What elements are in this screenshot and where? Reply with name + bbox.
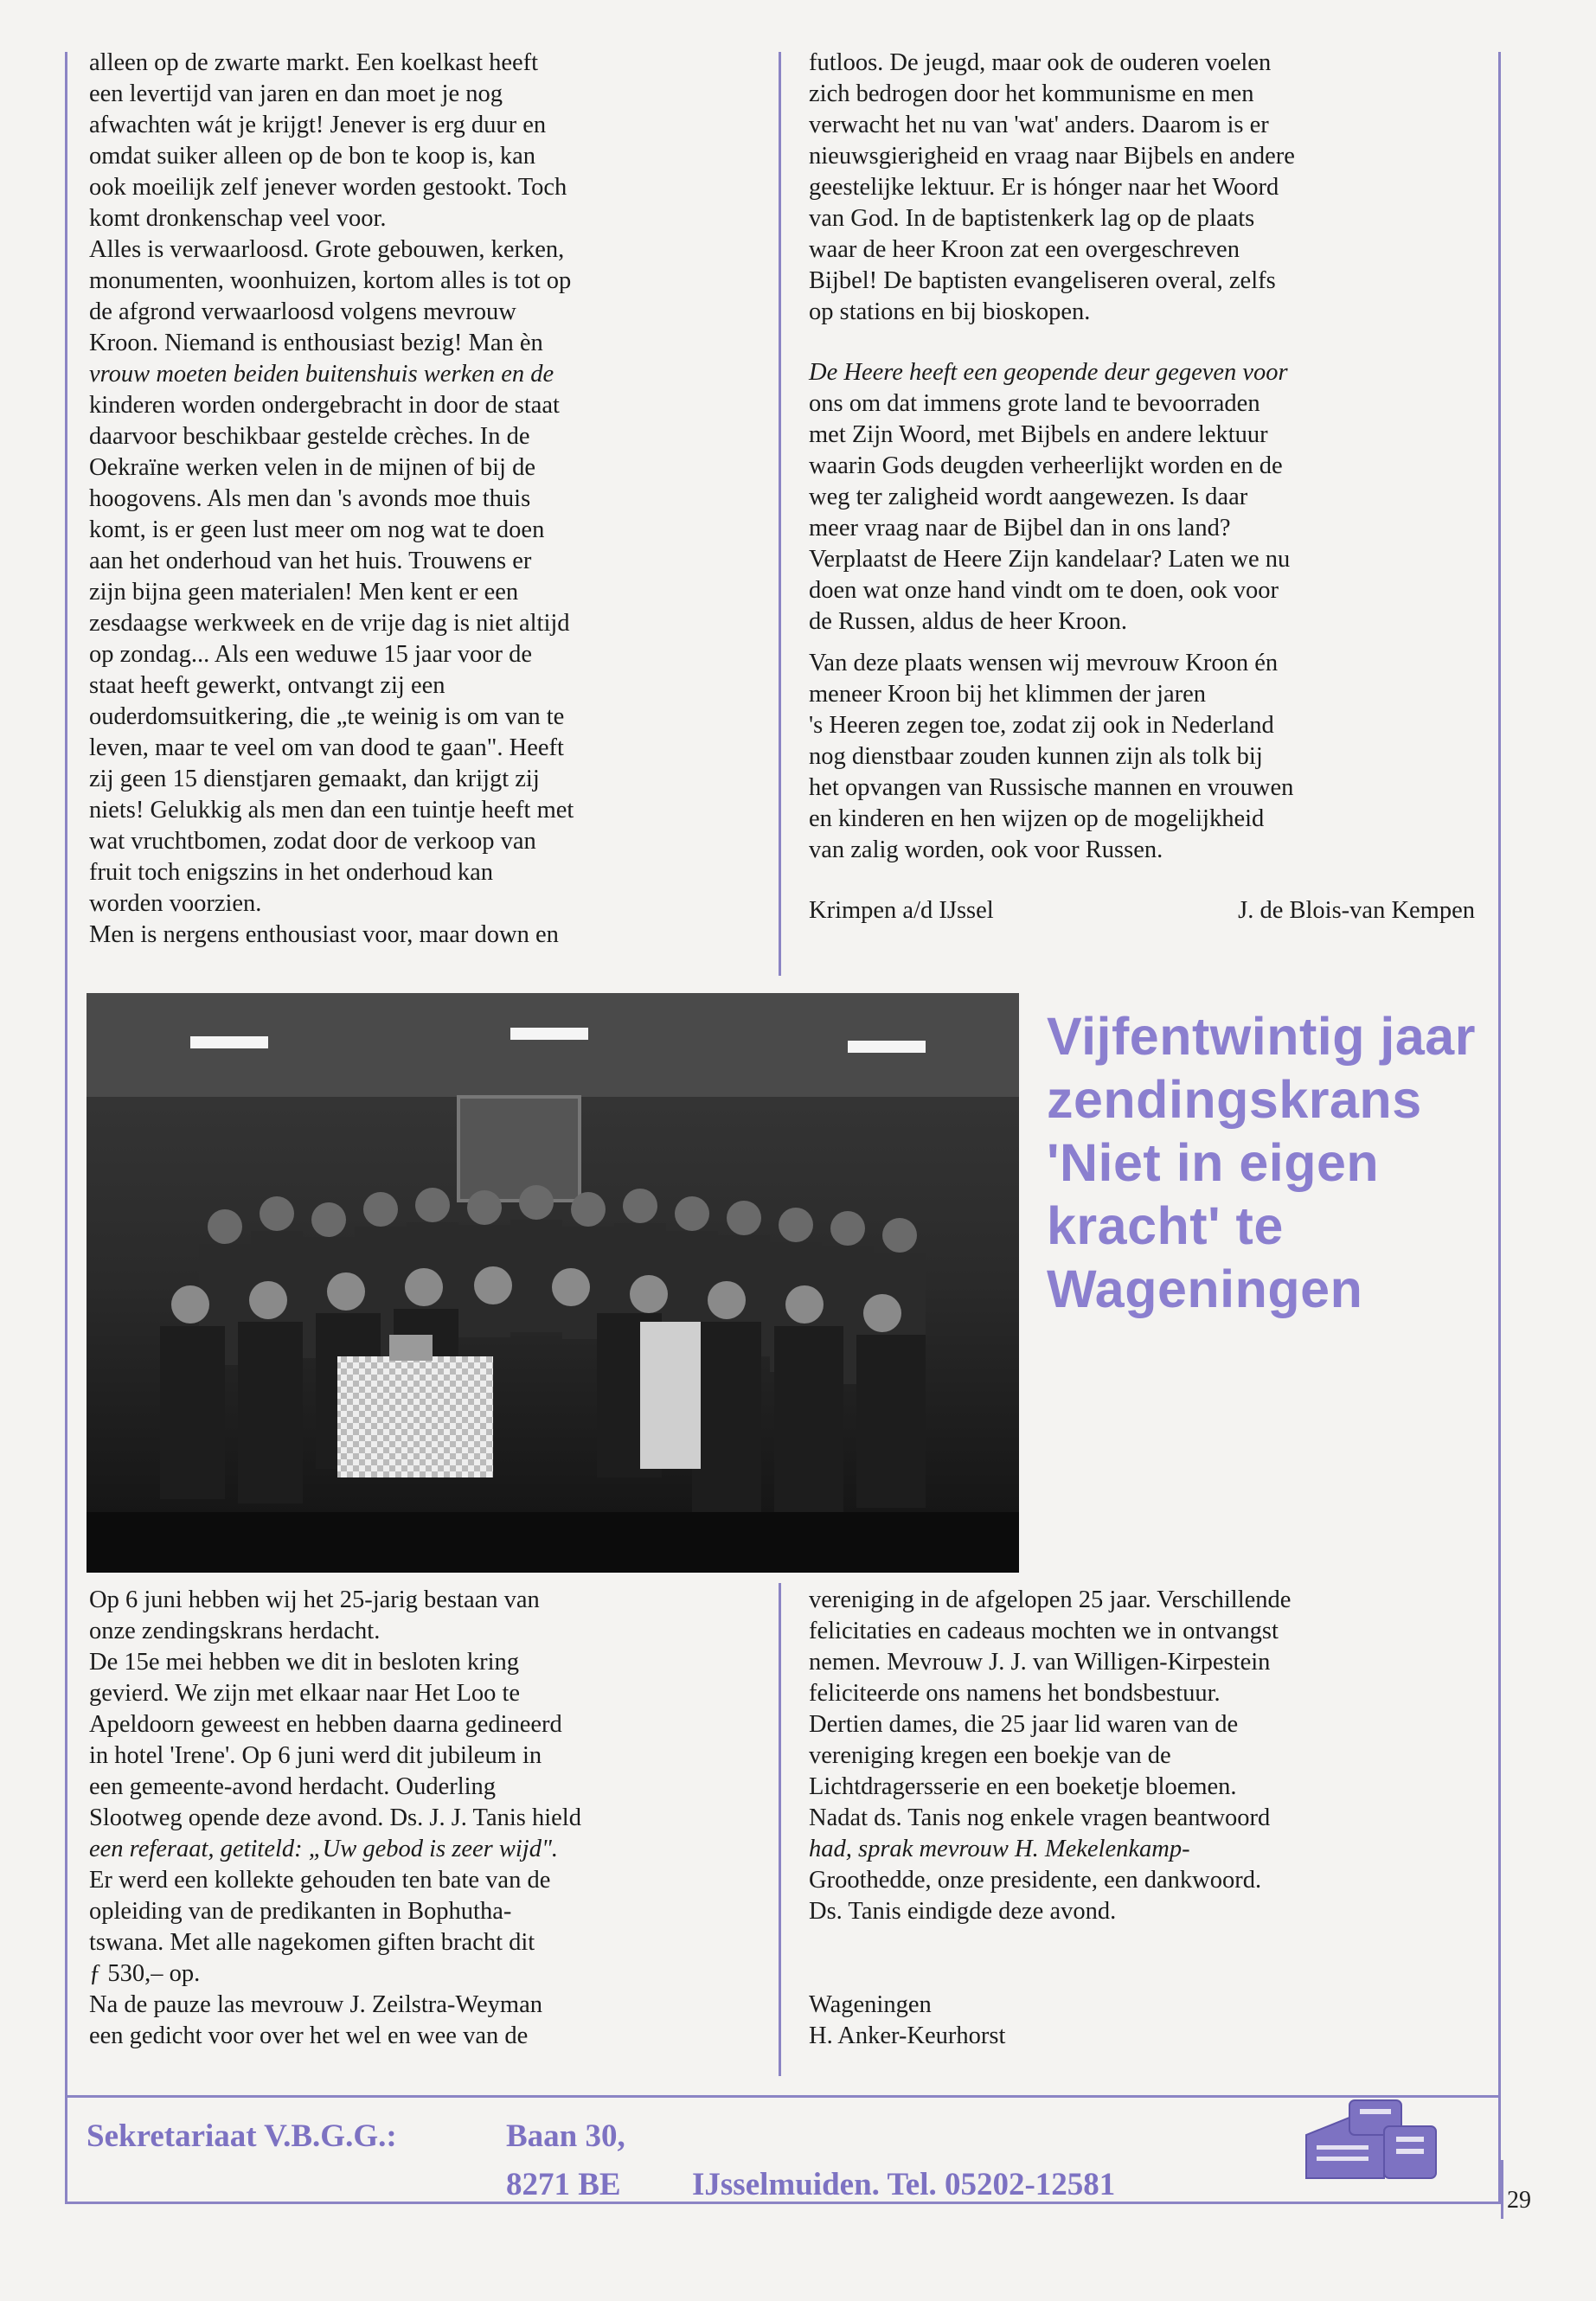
footer-street: Baan 30,	[506, 2118, 625, 2154]
text-line: afwachten wát je krijgt! Jenever is erg duur en	[89, 112, 547, 138]
text-line: een gedicht voor over het wel en wee van de	[89, 2022, 529, 2049]
article-column-left-bottom	[89, 1585, 764, 2052]
text-line: in hotel 'Irene'. Op 6 juni werd dit jubileum in	[89, 1742, 542, 1769]
article-column-left-top	[89, 48, 755, 951]
text-line: waarin Gods deugden verheerlijkt worden en de	[809, 452, 1283, 479]
text-line: de afgrond verwaarloosd volgens mevrouw	[89, 298, 516, 325]
text-line: monumenten, woonhuizen, kortom alles is tot op	[89, 267, 572, 294]
text-line: van zalig worden, ook voor Russen.	[809, 836, 1163, 863]
group-photo	[87, 993, 1019, 1573]
text-line: zich bedrogen door het kommunisme en men	[809, 80, 1254, 107]
text-line: had, sprak mevrouw H. Mekelenkamp-	[809, 1836, 1190, 1862]
headline-line: 'Niet in eigen	[1047, 1133, 1380, 1192]
text-line: Men is nergens enthousiast voor, maar down en	[89, 921, 559, 948]
text-line: ouderdomsuitkering, die „te weinig is om van te	[89, 703, 565, 730]
text-line: geestelijke lektuur. Er is hónger naar het Woord	[809, 174, 1279, 201]
text-line: zij geen 15 dienstjaren gemaakt, dan krijgt zij	[89, 766, 540, 792]
text-line: meneer Kroon bij het klimmen der jaren	[809, 681, 1207, 708]
text-line: Na de pauze las mevrouw J. Zeilstra-Weyman	[89, 1991, 542, 2018]
headline-line: Wageningen	[1047, 1259, 1363, 1318]
text-line: feliciteerde ons namens het bondsbestuur.	[809, 1680, 1221, 1707]
text-line: niets! Gelukkig als men dan een tuintje heeft met	[89, 797, 574, 824]
footer-postcode: 8271 BE	[506, 2167, 621, 2202]
footer-rule	[65, 2095, 1501, 2098]
text-line: Ds. Tanis eindigde deze avond.	[809, 1898, 1117, 1925]
text-line: en kinderen en hen wijzen op de mogelijkheid	[809, 805, 1265, 832]
text-line: waar de heer Kroon zat een overgeschreven	[809, 236, 1240, 263]
text-line: een referaat, getiteld: „Uw gebod is zeer wijd".	[89, 1836, 559, 1862]
text-line: vereniging in de afgelopen 25 jaar. Verschillende	[809, 1586, 1292, 1613]
text-line: op stations en bij bioskopen.	[809, 298, 1091, 325]
text-line: gevierd. We zijn met elkaar naar Het Loo te	[89, 1680, 521, 1707]
text-line: omdat suiker alleen op de bon te koop is, kan	[89, 143, 536, 170]
text-line: een levertijd van jaren en dan moet je nog	[89, 80, 503, 107]
text-line: kinderen worden ondergebracht in door de staat	[89, 392, 560, 419]
column-divider-bottom	[779, 1583, 781, 2076]
text-line: nemen. Mevrouw J. J. van Willigen-Kirpestein	[809, 1649, 1271, 1676]
text-line: onze zendingskrans herdacht.	[89, 1618, 381, 1644]
article-headline	[1047, 1005, 1497, 1321]
text-line: een gemeente-avond herdacht. Ouderling	[89, 1773, 497, 1800]
page-number-rule	[1501, 2160, 1503, 2219]
text-line: worden voorzien.	[89, 890, 262, 917]
text-line: leven, maar te veel om van dood te gaan". Heeft	[89, 734, 564, 761]
books-logo-icon	[1289, 2092, 1453, 2187]
article-column-right-bottom	[809, 1585, 1475, 2052]
text-line: meer vraag naar de Bijbel dan in ons land?	[809, 515, 1231, 542]
text-line: alleen op de zwarte markt. Een koelkast heeft	[89, 49, 539, 76]
text-line: verwacht het nu van 'wat' anders. Daarom is er	[809, 112, 1269, 138]
text-line: De 15e mei hebben we dit in besloten kring	[89, 1649, 520, 1676]
text-line: doen wat onze hand vindt om te doen, ook voor	[809, 577, 1279, 604]
text-line: Alles is verwaarloosd. Grote gebouwen, kerken,	[89, 236, 565, 263]
signature-top	[809, 895, 1475, 926]
text-line: Kroon. Niemand is enthousiast bezig! Man èn	[89, 330, 543, 356]
text-line: hoogovens. Als men dan 's avonds moe thuis	[89, 485, 531, 512]
signature-author: J. de Blois-van Kempen	[1238, 897, 1475, 924]
text-line: Lichtdragersserie en een boeketje bloemen.	[809, 1773, 1237, 1800]
text-line: de Russen, aldus de heer Kroon.	[809, 608, 1128, 635]
text-line: De Heere heeft een geopende deur gegeven voor	[809, 359, 1288, 386]
text-line: aan het onderhoud van het huis. Trouwens er	[89, 548, 532, 574]
footer-address	[87, 2112, 1228, 2209]
text-line: nieuwsgierigheid en vraag naar Bijbels en andere	[809, 143, 1295, 170]
text-line: Slootweg opende deze avond. Ds. J. J. Tanis hield	[89, 1804, 581, 1831]
text-line: tswana. Met alle nagekomen giften bracht dit	[89, 1929, 535, 1956]
text-line: zesdaagse werkweek en de vrije dag is niet altijd	[89, 610, 570, 637]
text-line: ook moeilijk zelf jenever worden gestookt. Toch	[89, 174, 567, 201]
text-line: Van deze plaats wensen wij mevrouw Kroon én	[809, 650, 1279, 676]
headline-line: zendingskrans	[1047, 1070, 1422, 1129]
text-line: Op 6 juni hebben wij het 25-jarig bestaan van	[89, 1586, 540, 1613]
footer-label: Sekretariaat V.B.G.G.:	[87, 2118, 397, 2154]
text-line: weg ter zaligheid wordt aangewezen. Is daar	[809, 484, 1248, 510]
text-line: komt dronkenschap veel voor.	[89, 205, 387, 232]
text-line: Apeldoorn geweest en hebben daarna gedineerd	[89, 1711, 562, 1738]
text-line: van God. In de baptistenkerk lag op de plaats	[809, 205, 1255, 232]
text-line: 's Heeren zegen toe, zodat zij ook in Nederland	[809, 712, 1274, 739]
signature-place: Krimpen a/d IJssel	[809, 897, 994, 924]
text-line: Groothedde, onze presidente, een dankwoord.	[809, 1867, 1262, 1894]
text-line: het opvangen van Russische mannen en vrouwen	[809, 774, 1294, 801]
text-line: met Zijn Woord, met Bijbels en andere lektuur	[809, 421, 1268, 448]
page-number: 29	[1507, 2187, 1531, 2214]
text-line: ons om dat immens grote land te bevoorraden	[809, 390, 1260, 417]
text-line: vereniging kregen een boekje van de	[809, 1742, 1171, 1769]
column-divider-top	[779, 52, 781, 976]
signature-author: H. Anker-Keurhorst	[809, 2022, 1006, 2049]
article-column-right-top	[809, 48, 1475, 926]
text-line: Dertien dames, die 25 jaar lid waren van de	[809, 1711, 1239, 1738]
headline-line: kracht' te	[1047, 1196, 1284, 1255]
text-line: zijn bijna geen materialen! Men kent er een	[89, 579, 519, 606]
signature-place: Wageningen	[809, 1991, 932, 2018]
text-line: Bijbel! De baptisten evangeliseren overal, zelfs	[809, 267, 1276, 294]
text-line: komt, is er geen lust meer om nog wat te doen	[89, 516, 545, 543]
text-line: Nadat ds. Tanis nog enkele vragen beantwoord	[809, 1804, 1271, 1831]
text-line: futloos. De jeugd, maar ook de ouderen voelen	[809, 49, 1272, 76]
text-line: opleiding van de predikanten in Bophutha-	[89, 1898, 512, 1925]
text-line: op zondag... Als een weduwe 15 jaar voor de	[89, 641, 533, 668]
text-line: Oekraïne werken velen in de mijnen of bij de	[89, 454, 535, 481]
text-line: vrouw moeten beiden buitenshuis werken en de	[89, 361, 554, 388]
text-line: Er werd een kollekte gehouden ten bate van de	[89, 1867, 551, 1894]
headline-line: Vijfentwintig jaar	[1047, 1007, 1476, 1066]
text-line: daarvoor beschikbaar gestelde crèches. In de	[89, 423, 530, 450]
footer-city-tel: IJsselmuiden. Tel. 05202-12581	[692, 2167, 1116, 2202]
text-line: fruit toch enigszins in het onderhoud kan	[89, 859, 493, 886]
group-photo-image	[87, 993, 1019, 1573]
text-line: ƒ 530,– op.	[89, 1960, 201, 1987]
text-line: staat heeft gewerkt, ontvangt zij een	[89, 672, 445, 699]
text-line: nog dienstbaar zouden kunnen zijn als tolk bij	[809, 743, 1263, 770]
text-line: felicitaties en cadeaus mochten we in ontvangst	[809, 1618, 1279, 1644]
text-line: Verplaatst de Heere Zijn kandelaar? Laten we nu	[809, 546, 1291, 573]
text-line: wat vruchtbomen, zodat door de verkoop van	[89, 828, 536, 855]
